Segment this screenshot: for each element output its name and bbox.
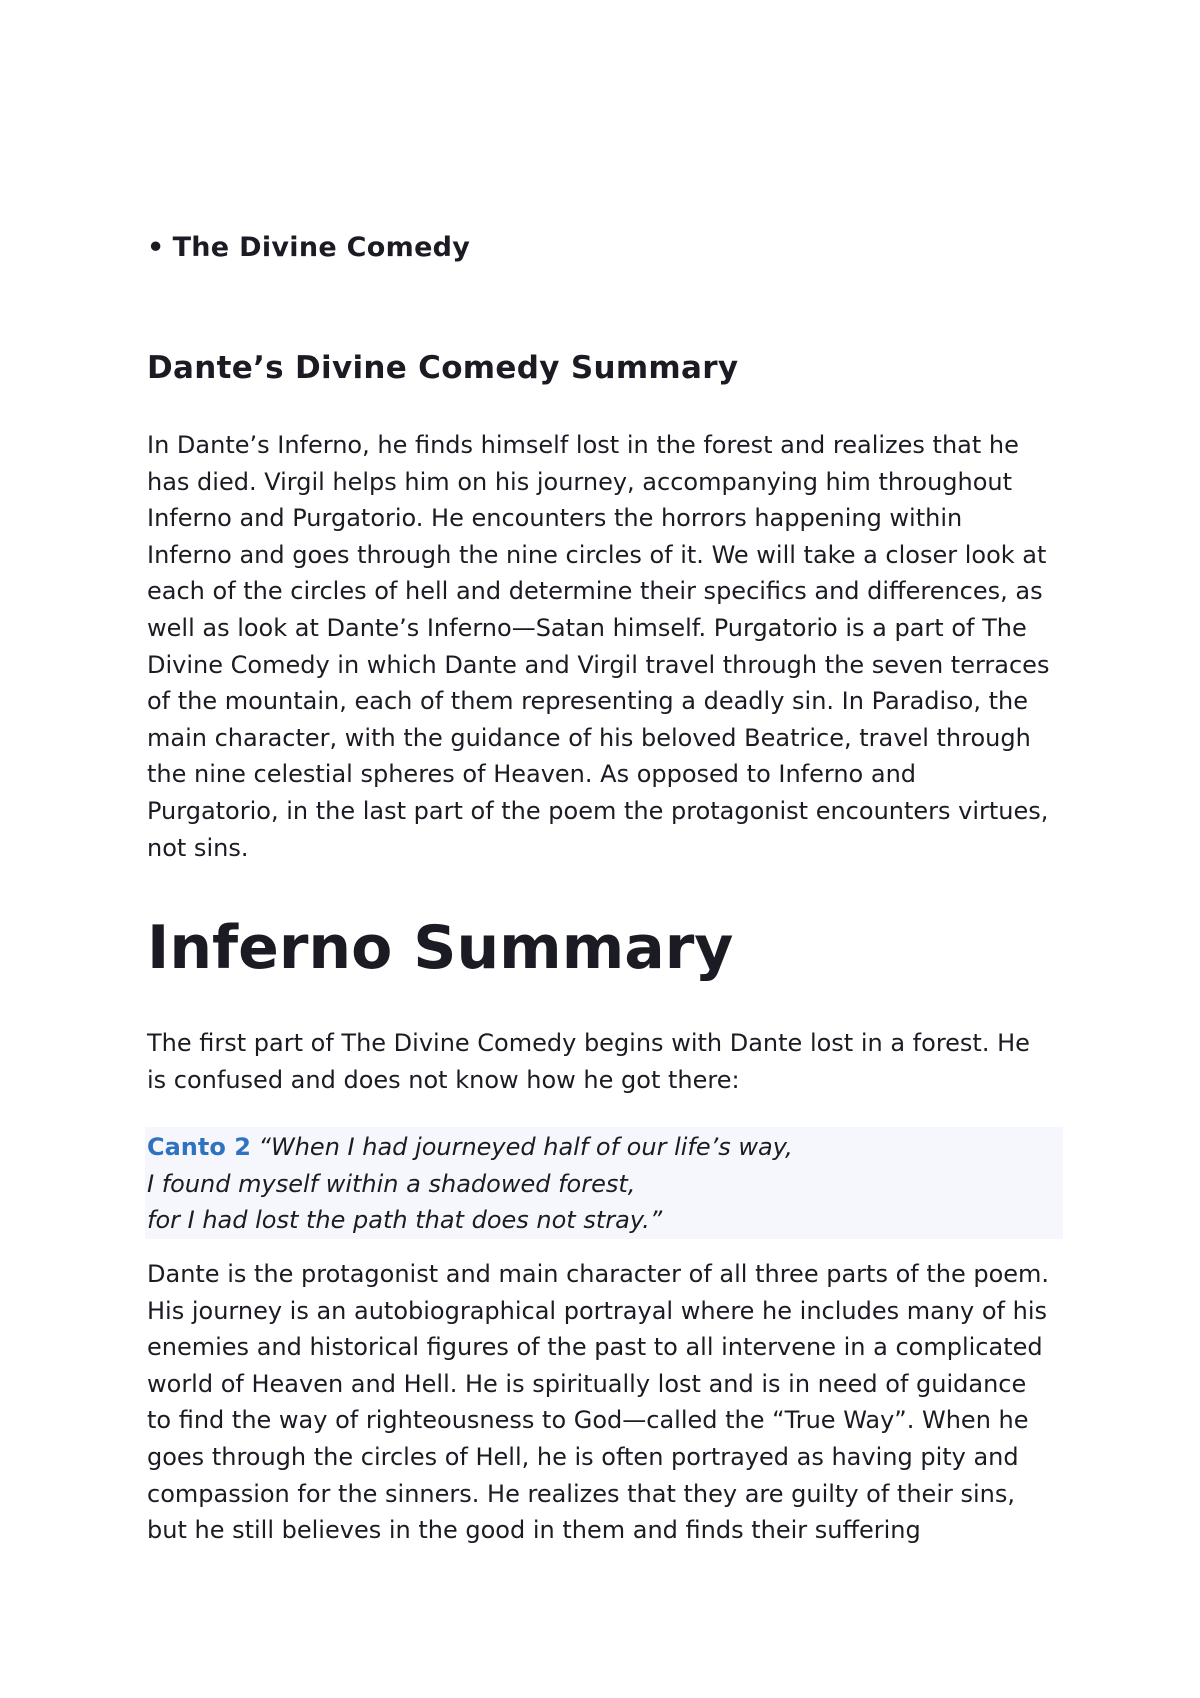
quote-line: I found myself within a shadowed forest,	[147, 1169, 636, 1198]
paragraph-line: is confused and does not know how he got there:	[147, 1065, 740, 1094]
main-heading: Inferno Summary	[147, 913, 734, 983]
intro-paragraph	[147, 427, 1087, 866]
paragraph-line: Purgatorio, in the last part of the poem the protagonist encounters virtues,	[147, 796, 1049, 825]
paragraph-line: Divine Comedy in which Dante and Virgil travel through the seven terraces	[147, 650, 1050, 679]
paragraph-line: The first part of The Divine Comedy begins with Dante lost in a forest. He	[147, 1029, 1030, 1057]
bullet-list-item	[147, 228, 470, 268]
quote-line: for I had lost the path that does not stray.”	[147, 1206, 663, 1235]
canto-quote	[145, 1127, 1063, 1239]
quote-line	[145, 1129, 1063, 1166]
paragraph-line: Inferno and Purgatorio. He encounters the horrors happening within	[147, 504, 963, 533]
paragraph-line: not sins.	[147, 833, 249, 862]
canto-label: Canto 2	[147, 1133, 251, 1161]
paragraph-line: each of the circles of hell and determine their specifics and differences, as	[147, 577, 1043, 606]
paragraph-line: well as look at Dante’s Inferno—Satan himself. Purgatorio is a part of The	[147, 613, 1027, 642]
quote-text: “When I had journeyed half of our life’s way,	[250, 1133, 793, 1161]
paragraph-line: world of Heaven and Hell. He is spiritually lost and is in need of guidance	[147, 1369, 1027, 1398]
paragraph-line: enemies and historical figures of the past to all intervene in a complicated	[147, 1333, 1043, 1362]
section-heading: Dante’s Divine Comedy Summary	[147, 350, 739, 386]
paragraph-line: In Dante’s Inferno, he finds himself lost in the forest and realizes that he	[147, 431, 1019, 459]
paragraph-line: but he still believes in the good in them and finds their suffering	[147, 1516, 921, 1545]
paragraph-line: has died. Virgil helps him on his journey, accompanying him throughout	[147, 467, 1013, 496]
paragraph-line: of the mountain, each of them representing a deadly sin. In Paradiso, the	[147, 687, 1029, 716]
paragraph-line: goes through the circles of Hell, he is often portrayed as having pity and	[147, 1442, 1019, 1471]
paragraph-line: compassion for the sinners. He realizes that they are guilty of their sins,	[147, 1479, 1015, 1508]
bullet-marker: •	[147, 232, 165, 263]
lead-paragraph	[147, 1025, 1087, 1098]
paragraph-line: His journey is an autobiographical portrayal where he includes many of his	[147, 1296, 1048, 1325]
paragraph-line: the nine celestial spheres of Heaven. As opposed to Inferno and	[147, 760, 917, 789]
paragraph-line: to find the way of righteousness to God—called the “True Way”. When he	[147, 1406, 1029, 1435]
paragraph-line: Dante is the protagonist and main character of all three parts of the poem.	[147, 1260, 1050, 1288]
paragraph-line: main character, with the guidance of his beloved Beatrice, travel through	[147, 723, 1031, 752]
paragraph-line: Inferno and goes through the nine circles of it. We will take a closer look at	[147, 540, 1047, 569]
bullet-text: The Divine Comedy	[172, 232, 471, 263]
body-paragraph	[147, 1256, 1087, 1549]
